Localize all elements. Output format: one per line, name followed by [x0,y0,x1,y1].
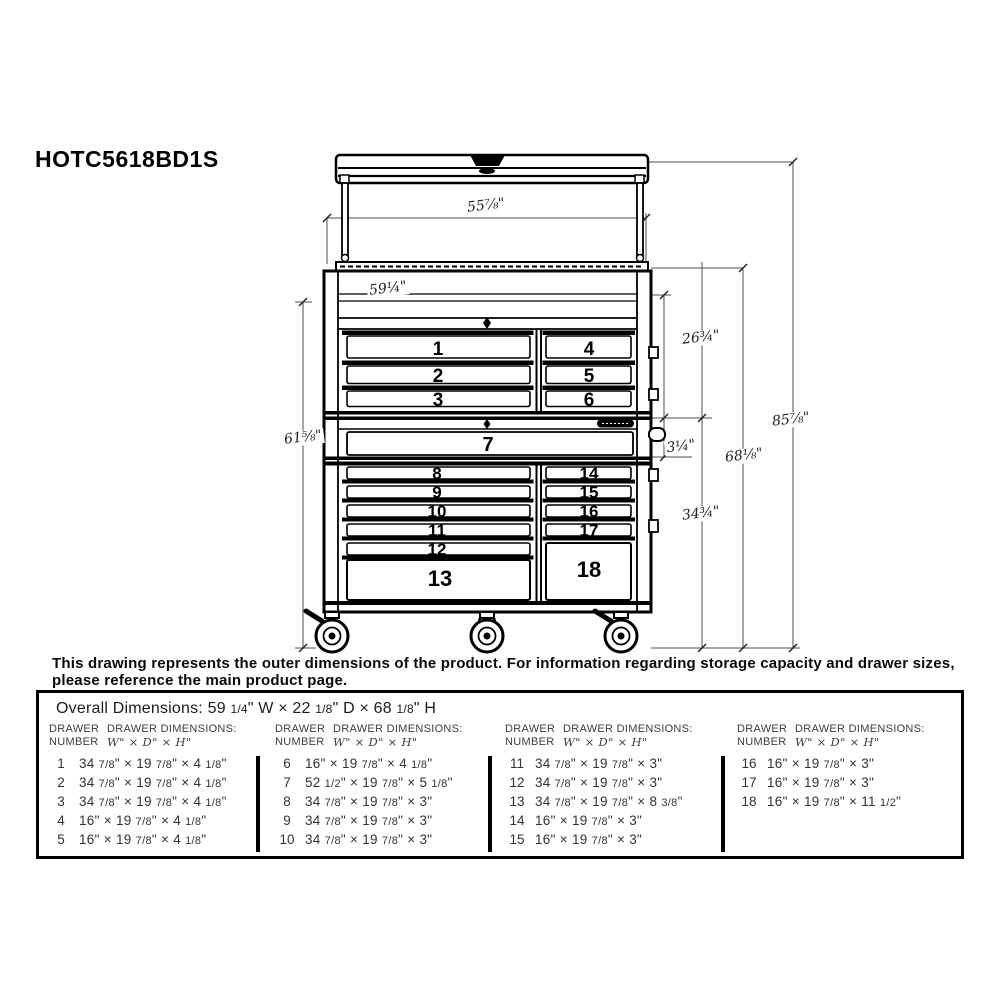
drawer-dims-cell: 16" × 19 7/8" × 3" [535,813,643,828]
header-wdh: W" × D" × H" [107,735,192,749]
drawer-dims-cell: 34 7/8" × 19 7/8" × 8 3/8" [535,794,683,809]
overall-dimensions: Overall Dimensions: 59 1/4" W × 22 1/8" D × 68 1/8" H [56,700,437,717]
drawer-dimension-row [269,754,495,773]
open-lid [336,155,648,183]
table-divider [488,756,492,852]
table-header [731,736,957,749]
header-wdh: W" × D" × H" [795,735,880,749]
header-drawer: DRAWER [49,723,100,735]
drawer-dims-cell: 34 7/8" × 19 7/8" × 3" [305,813,433,828]
drawer-dims-cell: 34 7/8" × 19 7/8" × 4 1/8" [79,775,227,790]
table-divider [721,756,725,852]
drawer-dims-cell: 16" × 19 7/8" × 3" [767,756,875,771]
drawer-number-cell: 10 [279,832,295,847]
caster-brake-lever [306,611,322,621]
drawer-dims-cell: 16" × 19 7/8" × 4 1/8" [305,756,433,771]
drawer-dimension-row [499,754,725,773]
header-drawer: DRAWER [737,723,788,735]
drawer-number-cell: 13 [509,794,525,809]
dim-overall-height: 68⅛" [724,445,764,466]
drawer-10-label: 10 [427,502,447,521]
header-wdh: W" × D" × H" [563,735,648,749]
caster-center [471,612,503,652]
drawer-6-label: 6 [583,390,595,411]
drawer-17-label: 17 [579,521,599,540]
note-line-1: This drawing represents the outer dimensions of the product. For information regarding storage capacity and drawer sizes, [52,655,955,672]
drawer-dimension-row [269,830,495,849]
drawer-dims-cell: 16" × 19 7/8" × 4 1/8" [79,832,207,847]
dim-open-lid-height: 85⅞" [771,409,811,430]
drawer-dims-cell: 52 1/2" × 19 7/8" × 5 1/8" [305,775,453,790]
drawer-12-label: 12 [427,540,447,559]
drawer-dims-cell: 16" × 19 7/8" × 3" [767,775,875,790]
drawer-number-cell: 14 [509,813,525,828]
lid-gas-struts [342,183,644,262]
table-header [269,736,495,749]
header-drawer: DRAWER [275,723,326,735]
table-group-1 [43,723,269,849]
casters [306,611,637,652]
drawer-dimension-row [43,773,269,792]
drawer-dimension-row [499,811,725,830]
header-dimensions: DRAWER DIMENSIONS: [563,723,693,735]
drawer-number-cell: 2 [57,775,65,790]
drawer-5-label: 5 [583,366,595,387]
drawer-number-cell: 7 [283,775,291,790]
drawer-dims-cell: 34 7/8" × 19 7/8" × 3" [535,756,663,771]
dim-top-width: 59¼" [368,278,408,299]
table-group-3 [499,723,725,849]
drawer-13-label: 13 [427,566,453,591]
drawer-number-cell: 12 [509,775,525,790]
drawer-dimensions-table [36,690,964,859]
header-number: NUMBER [275,736,325,748]
table-divider [256,756,260,852]
dim-rail-height: 3¼" [665,436,697,457]
header-number: NUMBER [737,736,787,748]
drawer-4-label: 4 [583,339,595,360]
dim-cabinet-height: 34¾" [681,503,721,524]
drawer-15-label: 15 [579,483,599,502]
drawer-dimension-row [731,773,957,792]
drawer-number-cell: 16 [741,756,757,771]
header-dimensions: DRAWER DIMENSIONS: [333,723,463,735]
header-dimensions: DRAWER DIMENSIONS: [795,723,925,735]
drawer-dimension-row [43,811,269,830]
dim-left-height: 61⅝" [283,427,323,448]
drawer-dimension-row [731,754,957,773]
table-header [43,736,269,749]
note-line-2: please reference the main product page. [52,672,348,689]
drawer-number-cell: 17 [741,775,757,790]
drawer-dimension-row [499,792,725,811]
drawer-number-cell: 3 [57,794,65,809]
drawer-dimension-row [269,792,495,811]
drawer-dims-cell: 34 7/8" × 19 7/8" × 3" [535,775,663,790]
drawer-number-cell: 1 [57,756,65,771]
drawer-number-cell: 18 [741,794,757,809]
header-drawer: DRAWER [505,723,556,735]
caster-left [306,611,348,652]
dim-top-chest-height: 26¾" [681,327,721,348]
drawer-9-label: 9 [432,483,442,502]
drawer-dimension-row [43,754,269,773]
drawer-number-cell: 11 [509,756,524,771]
header-number: NUMBER [505,736,555,748]
drawer-dims-cell: 16" × 19 7/8" × 4 1/8" [79,813,207,828]
side-handle [649,428,665,441]
drawer-1-label: 1 [432,339,444,360]
drawer-dims-cell: 34 7/8" × 19 7/8" × 3" [305,832,433,847]
model-number-title: HOTC5618BD1S [35,146,219,172]
drawer-11-label: 11 [428,521,446,540]
table-header [499,736,725,749]
drawer-dimension-row [43,830,269,849]
drawer-7-label: 7 [482,434,494,456]
brand-badge [597,420,634,428]
drawer-number-cell: 8 [283,794,291,809]
drawer-number-cell: 6 [283,756,291,771]
drawer-18-label: 18 [576,557,602,582]
drawer-dimension-row [499,830,725,849]
drawer-number-cell: 5 [57,832,65,847]
drawer-dims-cell: 16" × 19 7/8" × 3" [535,832,643,847]
drawer-14-label: 14 [579,464,599,483]
header-dimensions: DRAWER DIMENSIONS: [107,723,237,735]
drawer-dimension-row [731,792,957,811]
drawer-dims-cell: 34 7/8" × 19 7/8" × 3" [305,794,433,809]
drawer-number-cell: 15 [509,832,525,847]
table-group-2 [269,723,495,849]
drawer-2-label: 2 [432,366,444,387]
drawer-dimension-row [499,773,725,792]
drawer-dimension-row [43,792,269,811]
drawer-number-cell: 9 [283,813,291,828]
header-wdh: W" × D" × H" [333,735,418,749]
drawer-dims-cell: 34 7/8" × 19 7/8" × 4 1/8" [79,756,227,771]
lid-handle [470,155,505,166]
table-group-4 [731,723,957,811]
caster-right [595,611,637,652]
drawer-dims-cell: 34 7/8" × 19 7/8" × 4 1/8" [79,794,227,809]
drawer-dimension-row [269,773,495,792]
dim-lid-width: 55⅞" [466,195,506,216]
drawer-3-label: 3 [432,390,444,411]
drawer-16-label: 16 [579,502,599,521]
header-number: NUMBER [49,736,99,748]
drawer-dimension-row [269,811,495,830]
drawer-dims-cell: 16" × 19 7/8" × 11 1/2" [767,794,902,809]
drawer-8-label: 8 [432,464,442,483]
drawer-number-cell: 4 [57,813,65,828]
